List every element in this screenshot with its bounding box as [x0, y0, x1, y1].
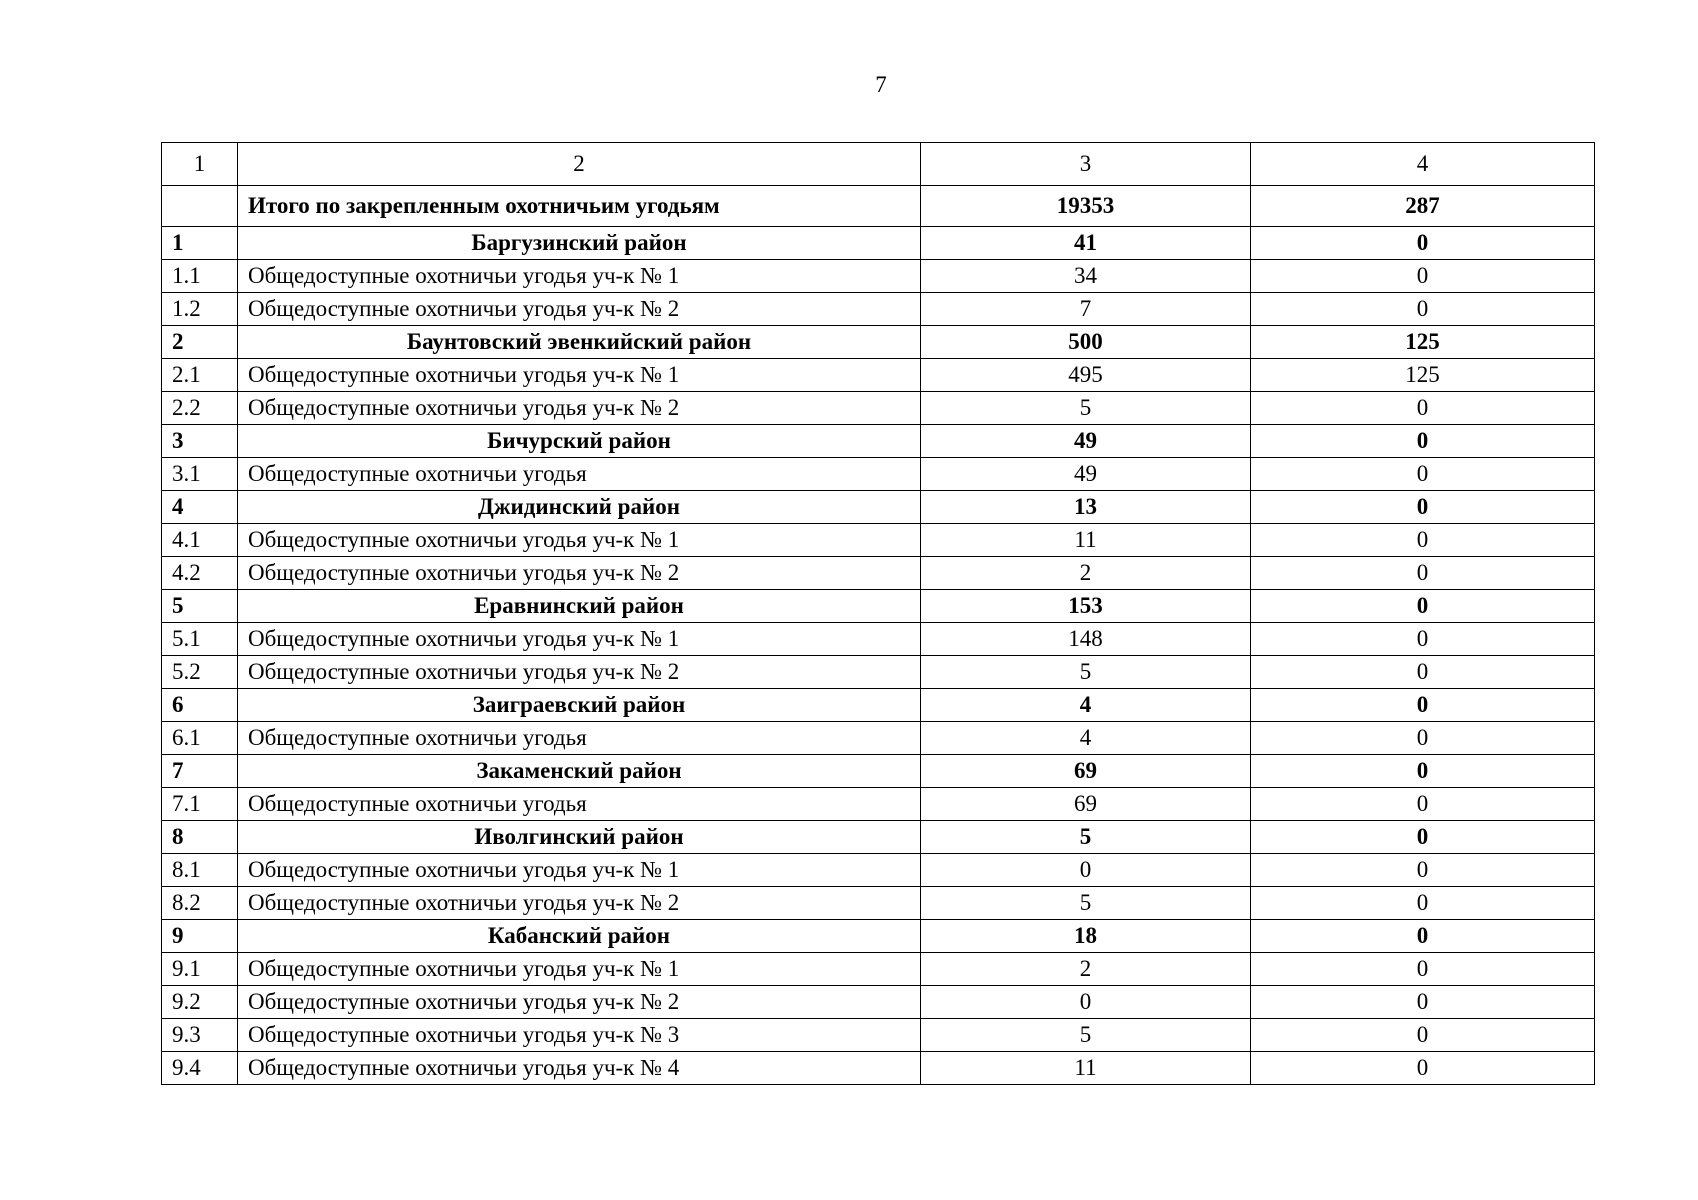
table-row [162, 953, 1595, 986]
column-3-value-cell: 34 [921, 260, 1251, 293]
row-name-cell: Баргузинский район [238, 227, 921, 260]
column-3-value-cell: 5 [921, 656, 1251, 689]
row-name-cell: Кабанский район [238, 920, 921, 953]
row-number-cell: 7.1 [162, 788, 238, 821]
table-row [162, 260, 1595, 293]
column-4-value-cell: 287 [1251, 186, 1595, 227]
row-number-cell: 1.2 [162, 293, 238, 326]
column-3-value-cell: 4 [921, 722, 1251, 755]
district-row [162, 590, 1595, 623]
column-3-value-cell: 69 [921, 755, 1251, 788]
table-row [162, 854, 1595, 887]
row-name-cell: Закаменский район [238, 755, 921, 788]
row-number-cell: 8.1 [162, 854, 238, 887]
row-name-cell: Общедоступные охотничьи угодья уч-к № 1 [238, 359, 921, 392]
column-3-value-cell: 2 [921, 953, 1251, 986]
district-row [162, 920, 1595, 953]
row-number-cell: 5.1 [162, 623, 238, 656]
table-row [162, 293, 1595, 326]
column-3-value-cell: 19353 [921, 186, 1251, 227]
row-name-cell: Общедоступные охотничьи угодья уч-к № 4 [238, 1052, 921, 1085]
column-3-value-cell: 0 [921, 986, 1251, 1019]
row-name-cell: Общедоступные охотничьи угодья уч-к № 1 [238, 524, 921, 557]
column-4-value-cell: 0 [1251, 227, 1595, 260]
column-4-value-cell: 0 [1251, 854, 1595, 887]
row-name-cell: Общедоступные охотничьи угодья [238, 722, 921, 755]
district-row [162, 227, 1595, 260]
row-name-cell: Общедоступные охотничьи угодья [238, 458, 921, 491]
column-4-value-cell: 0 [1251, 392, 1595, 425]
column-4-value-cell: 0 [1251, 524, 1595, 557]
column-3-value-cell: 5 [921, 821, 1251, 854]
row-name-cell: Общедоступные охотничьи угодья уч-к № 2 [238, 887, 921, 920]
row-number-cell: 2 [162, 326, 238, 359]
column-4-value-cell: 0 [1251, 821, 1595, 854]
column-3-value-cell: 11 [921, 1052, 1251, 1085]
row-number-cell: 9.2 [162, 986, 238, 1019]
column-3-value-cell: 153 [921, 590, 1251, 623]
table-row [162, 656, 1595, 689]
row-number-cell: 9.4 [162, 1052, 238, 1085]
district-row [162, 689, 1595, 722]
column-3-value-cell: 11 [921, 524, 1251, 557]
row-name-cell: Заиграевский район [238, 689, 921, 722]
row-number-cell [162, 186, 238, 227]
column-4-value-cell: 0 [1251, 458, 1595, 491]
row-number-cell: 8 [162, 821, 238, 854]
row-number-cell: 4.2 [162, 557, 238, 590]
row-number-cell: 2.1 [162, 359, 238, 392]
column-3-value-cell: 49 [921, 458, 1251, 491]
row-number-cell: 8.2 [162, 887, 238, 920]
column-number-2: 2 [238, 143, 921, 186]
total-row [162, 186, 1595, 227]
column-3-value-cell: 7 [921, 293, 1251, 326]
column-4-value-cell: 0 [1251, 1052, 1595, 1085]
row-number-cell: 1.1 [162, 260, 238, 293]
district-row [162, 821, 1595, 854]
table-row [162, 986, 1595, 1019]
row-number-cell: 9.3 [162, 1019, 238, 1052]
table-row [162, 1019, 1595, 1052]
hunting-grounds-table [161, 142, 1595, 1085]
row-name-cell: Общедоступные охотничьи угодья уч-к № 2 [238, 656, 921, 689]
column-4-value-cell: 125 [1251, 326, 1595, 359]
row-number-cell: 2.2 [162, 392, 238, 425]
table-row [162, 623, 1595, 656]
row-name-cell: Бичурский район [238, 425, 921, 458]
table-row [162, 557, 1595, 590]
column-4-value-cell: 0 [1251, 557, 1595, 590]
table-row [162, 722, 1595, 755]
table-row [162, 359, 1595, 392]
column-4-value-cell: 0 [1251, 656, 1595, 689]
row-number-cell: 6.1 [162, 722, 238, 755]
column-number-row [162, 143, 1595, 186]
row-name-cell: Общедоступные охотничьи угодья уч-к № 2 [238, 557, 921, 590]
row-name-cell: Баунтовский эвенкийский район [238, 326, 921, 359]
district-row [162, 755, 1595, 788]
row-name-cell: Общедоступные охотничьи угодья уч-к № 2 [238, 986, 921, 1019]
row-number-cell: 9 [162, 920, 238, 953]
column-3-value-cell: 495 [921, 359, 1251, 392]
row-name-cell: Джидинский район [238, 491, 921, 524]
column-4-value-cell: 0 [1251, 425, 1595, 458]
row-name-cell: Итого по закрепленным охотничьим угодьям [238, 186, 921, 227]
row-number-cell: 5.2 [162, 656, 238, 689]
row-name-cell: Еравнинский район [238, 590, 921, 623]
column-3-value-cell: 500 [921, 326, 1251, 359]
column-3-value-cell: 69 [921, 788, 1251, 821]
column-4-value-cell: 0 [1251, 623, 1595, 656]
column-3-value-cell: 49 [921, 425, 1251, 458]
table-row [162, 458, 1595, 491]
column-3-value-cell: 148 [921, 623, 1251, 656]
column-3-value-cell: 2 [921, 557, 1251, 590]
table-row [162, 887, 1595, 920]
column-3-value-cell: 13 [921, 491, 1251, 524]
row-number-cell: 3.1 [162, 458, 238, 491]
column-3-value-cell: 18 [921, 920, 1251, 953]
column-4-value-cell: 0 [1251, 755, 1595, 788]
column-3-value-cell: 41 [921, 227, 1251, 260]
column-4-value-cell: 0 [1251, 953, 1595, 986]
district-row [162, 326, 1595, 359]
column-number-1: 1 [162, 143, 238, 186]
column-4-value-cell: 0 [1251, 887, 1595, 920]
row-name-cell: Общедоступные охотничьи угодья уч-к № 2 [238, 392, 921, 425]
row-number-cell: 1 [162, 227, 238, 260]
table-row [162, 788, 1595, 821]
row-name-cell: Общедоступные охотничьи угодья уч-к № 2 [238, 293, 921, 326]
column-3-value-cell: 5 [921, 392, 1251, 425]
column-4-value-cell: 0 [1251, 986, 1595, 1019]
district-row [162, 425, 1595, 458]
column-number-4: 4 [1251, 143, 1595, 186]
table-body [162, 143, 1595, 1085]
table-row [162, 392, 1595, 425]
column-4-value-cell: 0 [1251, 293, 1595, 326]
row-number-cell: 7 [162, 755, 238, 788]
row-name-cell: Общедоступные охотничьи угодья уч-к № 1 [238, 854, 921, 887]
column-3-value-cell: 0 [921, 854, 1251, 887]
row-name-cell: Общедоступные охотничьи угодья [238, 788, 921, 821]
page-number: 7 [875, 72, 887, 97]
column-3-value-cell: 5 [921, 887, 1251, 920]
column-4-value-cell: 0 [1251, 788, 1595, 821]
row-name-cell: Общедоступные охотничьи угодья уч-к № 1 [238, 953, 921, 986]
column-3-value-cell: 5 [921, 1019, 1251, 1052]
column-3-value-cell: 4 [921, 689, 1251, 722]
row-number-cell: 9.1 [162, 953, 238, 986]
column-4-value-cell: 0 [1251, 689, 1595, 722]
row-number-cell: 3 [162, 425, 238, 458]
row-name-cell: Общедоступные охотничьи угодья уч-к № 1 [238, 260, 921, 293]
district-row [162, 491, 1595, 524]
column-4-value-cell: 0 [1251, 1019, 1595, 1052]
table-row [162, 1052, 1595, 1085]
row-name-cell: Иволгинский район [238, 821, 921, 854]
column-4-value-cell: 0 [1251, 590, 1595, 623]
row-number-cell: 6 [162, 689, 238, 722]
column-number-3: 3 [921, 143, 1251, 186]
column-4-value-cell: 0 [1251, 722, 1595, 755]
table-row [162, 524, 1595, 557]
column-4-value-cell: 0 [1251, 920, 1595, 953]
column-4-value-cell: 0 [1251, 260, 1595, 293]
row-number-cell: 5 [162, 590, 238, 623]
row-name-cell: Общедоступные охотничьи угодья уч-к № 3 [238, 1019, 921, 1052]
row-name-cell: Общедоступные охотничьи угодья уч-к № 1 [238, 623, 921, 656]
column-4-value-cell: 0 [1251, 491, 1595, 524]
column-4-value-cell: 125 [1251, 359, 1595, 392]
row-number-cell: 4 [162, 491, 238, 524]
row-number-cell: 4.1 [162, 524, 238, 557]
